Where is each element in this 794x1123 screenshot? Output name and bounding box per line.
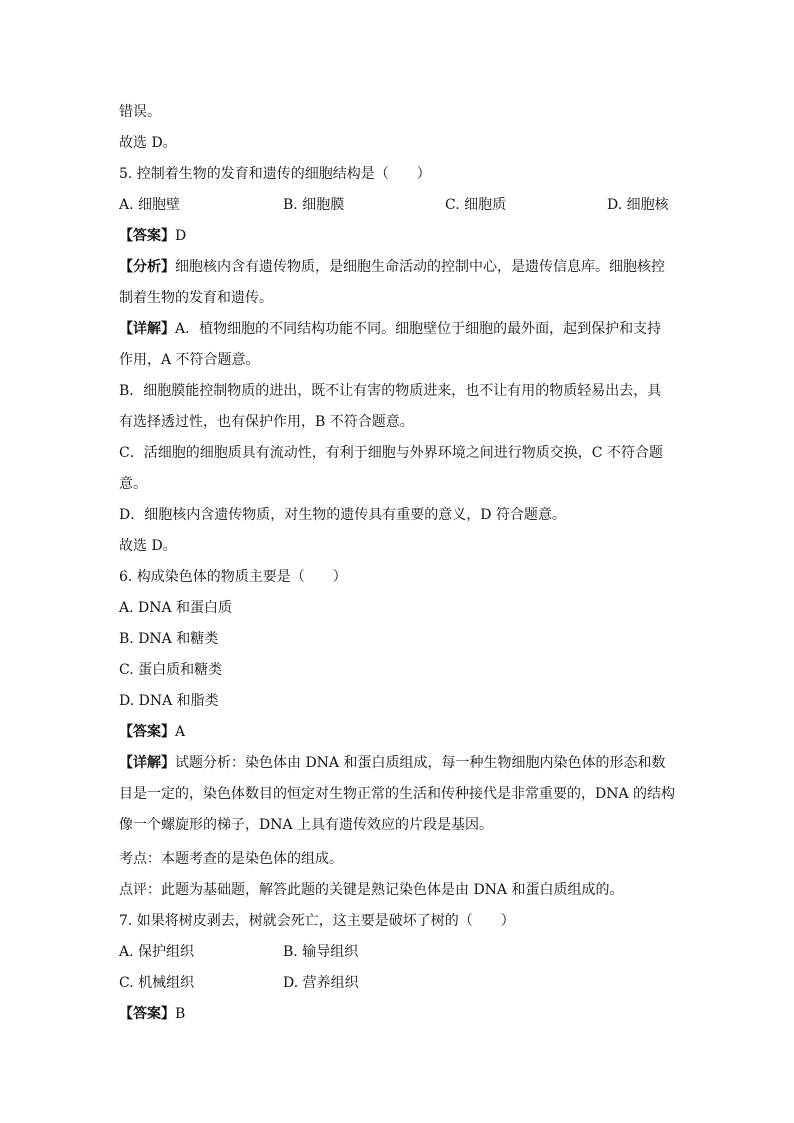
previous-explanation-tail: 错误。	[119, 104, 161, 120]
q7-option-c: C. 机械组织	[119, 975, 195, 991]
q6-kaodian: 考点：本题考查的是染色体的组成。	[119, 851, 343, 867]
question-7-stem: 7. 如果将树皮剥去，树就会死亡，这主要是破坏了树的（ ）	[119, 913, 515, 929]
question-6-stem: 6. 构成染色体的物质主要是（ ）	[119, 569, 347, 585]
q6-option-b: B. DNA 和糖类	[119, 631, 219, 647]
q6-detail-line-2: 目是一定的，染色体数目的恒定对生物正常的生活和传种接代是非常重要的，DNA 的结构	[119, 786, 676, 802]
q6-dianping: 点评：此题为基础题，解答此题的关键是熟记染色体是由 DNA 和蛋白质组成的。	[119, 882, 624, 898]
question-5-stem: 5. 控制着生物的发育和遗传的细胞结构是（ ）	[119, 166, 431, 182]
q6-answer	[119, 722, 185, 742]
answer-value: D	[175, 228, 187, 244]
q5-option-a: A. 细胞壁	[119, 197, 181, 213]
q5-detail-a-line-2: 作用，A 不符合题意。	[119, 352, 260, 368]
answer-tag: 【答案】	[119, 228, 175, 244]
q7-option-d: D. 营养组织	[283, 975, 359, 991]
answer-value: B	[175, 1006, 186, 1022]
q6-detail-line-1	[119, 753, 665, 773]
q7-option-a: A. 保护组织	[119, 944, 195, 960]
q7-answer	[119, 1004, 185, 1024]
q5-option-c: C. 细胞质	[445, 197, 507, 213]
detail-text: 试题分析：染色体由 DNA 和蛋白质组成，每一种生物细胞内染色体的形态和数	[175, 755, 666, 771]
q5-answer	[119, 226, 186, 246]
q7-option-b: B. 输导组织	[283, 944, 359, 960]
q6-option-a: A. DNA 和蛋白质	[119, 600, 233, 616]
previous-conclusion: 故选 D。	[119, 135, 177, 151]
q5-detail-a-line-1	[119, 319, 661, 339]
q6-detail-line-3: 像一个螺旋形的梯子，DNA 上具有遗传效应的片段是基因。	[119, 817, 494, 833]
answer-tag: 【答案】	[119, 1006, 175, 1022]
detail-tag: 【详解】	[119, 321, 175, 337]
answer-tag: 【答案】	[119, 724, 175, 740]
q5-detail-b-line-2: 有选择透过性，也有保护作用，B 不符合题意。	[119, 414, 414, 430]
analysis-text: 细胞核内含有遗传物质，是细胞生命活动的控制中心，是遗传信息库。细胞核控	[175, 259, 665, 275]
q5-option-b: B. 细胞膜	[283, 197, 345, 213]
q5-option-d: D. 细胞核	[607, 197, 669, 213]
q5-analysis-line-2: 制着生物的发育和遗传。	[119, 290, 273, 306]
q6-option-d: D. DNA 和脂类	[119, 693, 219, 709]
q5-analysis-line-1	[119, 257, 665, 277]
analysis-tag: 【分析】	[119, 259, 175, 275]
detail-tag: 【详解】	[119, 755, 175, 771]
answer-value: A	[175, 724, 186, 740]
q6-option-c: C. 蛋白质和糖类	[119, 662, 223, 678]
detail-text: A．植物细胞的不同结构功能不同。细胞壁位于细胞的最外面，起到保护和支持	[175, 321, 662, 337]
q5-detail-c-line-1: C．活细胞的细胞质具有流动性，有利于细胞与外界环境之间进行物质交换，C 不符合题	[119, 445, 663, 461]
q5-detail-d: D．细胞核内含遗传物质，对生物的遗传具有重要的意义，D 符合题意。	[119, 507, 566, 523]
q5-detail-c-line-2: 意。	[119, 476, 147, 492]
q5-detail-b-line-1: B．细胞膜能控制物质的进出，既不让有害的物质进来，也不让有用的物质轻易出去，具	[119, 383, 662, 399]
q5-conclusion: 故选 D。	[119, 538, 177, 554]
